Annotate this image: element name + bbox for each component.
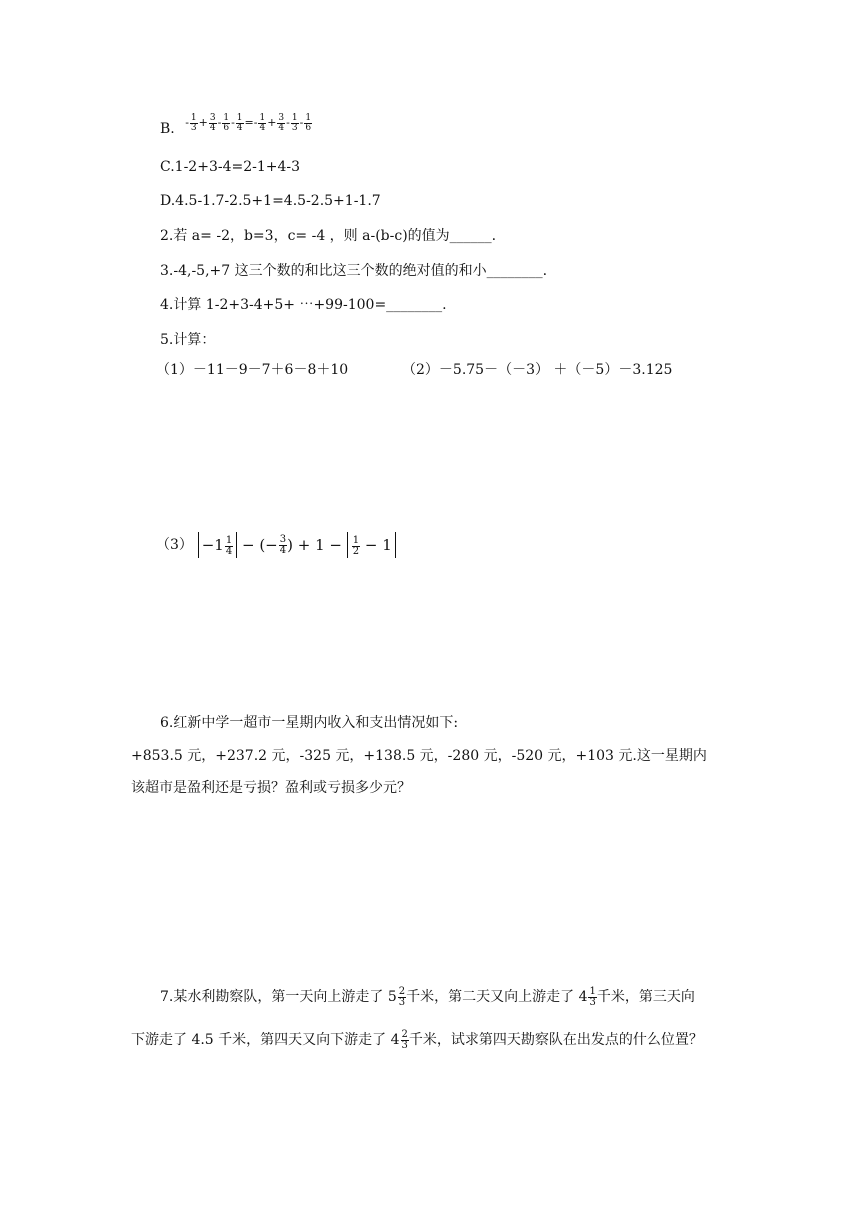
- option-b-fraction: $\frac{1}{3}$: [190, 112, 197, 133]
- question-7-line-2: 下游走了 4.5 千米，第四天又向下游走了 4 $\frac{2}{3}$ 千米，试求第四天勘察队在出发点的什么位置？: [131, 1028, 703, 1051]
- fraction: $\frac{1}{4}$: [225, 534, 233, 557]
- mixed-number: 4 $\frac{2}{3}$: [390, 1028, 408, 1051]
- option-b-sign: +: [267, 116, 277, 129]
- option-d: D.4.5-1.7-2.5+1=4.5-2.5+1-1.7: [160, 193, 381, 209]
- option-b-sign: +: [198, 116, 208, 129]
- question-6-line-1: +853.5 元，+237.2 元，-325 元，+138.5 元，-280 元，-520 元，+103 元.这一星期内: [131, 748, 707, 764]
- question-5-part-2: （2）－5.75－（－3） ＋（－5）－3.125: [402, 362, 673, 378]
- option-b: [160, 112, 313, 139]
- question-7-line-1: 7.某水利勘察队，第一天向上游走了 5 $\frac{2}{3}$ 千米，第二天又向上游走了 4 $\frac{1}{3}$ 千米，第三天向: [160, 985, 695, 1008]
- option-b-sign: -: [217, 116, 222, 129]
- question-5-title: 5.计算：: [160, 332, 216, 348]
- question-4: 4.计算 1-2+3-4+5+ ⋯+99-100=________.: [160, 297, 447, 313]
- option-b-fraction: $\frac{1}{4}$: [259, 112, 266, 133]
- option-b-fraction: $\frac{1}{6}$: [223, 112, 230, 133]
- mixed-number: 4 $\frac{1}{3}$: [578, 985, 596, 1008]
- option-b-sign: -: [299, 116, 304, 129]
- abs-term-2: [347, 532, 396, 558]
- option-b-fraction: $\frac{3}{4}$: [278, 112, 285, 133]
- option-b-sign: -: [231, 116, 235, 129]
- option-b-sign: -: [185, 116, 189, 129]
- question-5-part-1: （1）－11－9－7＋6－8＋10: [156, 362, 349, 378]
- part-3-after: ) + 1 −: [287, 536, 342, 554]
- option-b-sign: =: [244, 116, 254, 129]
- option-b-fraction: $\frac{1}{6}$: [305, 112, 312, 133]
- option-b-label: B.: [160, 121, 175, 137]
- option-b-sign: -: [286, 116, 290, 129]
- abs-term-1: [198, 532, 238, 558]
- option-b-fraction: $\frac{3}{4}$: [209, 112, 216, 133]
- part-3-tail: − 1: [364, 536, 392, 554]
- question-3: 3.-4,-5,+7 这三个数的和比这三个数的绝对值的和小________.: [160, 263, 548, 279]
- mixed-whole: −1: [201, 536, 224, 554]
- option-b-fraction: $\frac{1}{3}$: [291, 112, 298, 133]
- option-c: C.1-2+3-4=2-1+4-3: [160, 159, 301, 175]
- option-b-sign: -: [253, 116, 258, 129]
- part-3-label: （3）: [156, 537, 193, 553]
- option-b-expression: [185, 113, 313, 133]
- mixed-number: 5 $\frac{2}{3}$: [387, 985, 406, 1008]
- option-b-fraction: $\frac{1}{4}$: [236, 112, 243, 133]
- question-2: 2.若 a= -2，b=3，c= -4 ，则 a-(b-c)的值为______.: [160, 228, 497, 244]
- part-3-mid: − (−: [241, 536, 278, 554]
- fraction: $\frac{3}{4}$: [279, 533, 287, 556]
- fraction: $\frac{1}{2}$: [352, 534, 360, 557]
- question-6-title: 6.红新中学一超市一星期内收入和支出情况如下:: [160, 715, 459, 731]
- question-6-line-2: 该超市是盈利还是亏损？盈利或亏损多少元？: [131, 780, 411, 796]
- question-5-part-3: [156, 530, 396, 559]
